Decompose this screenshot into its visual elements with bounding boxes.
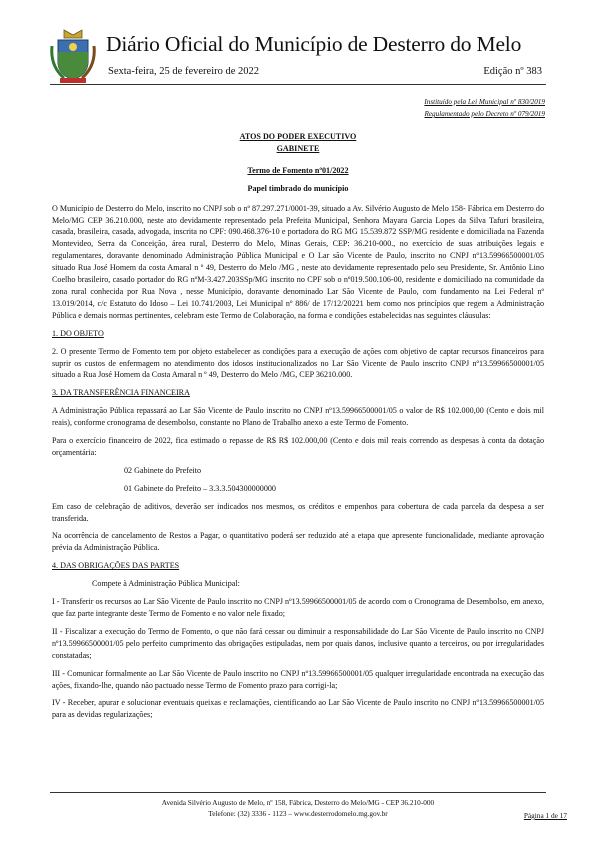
document-body [52,131,544,727]
budget-line-2: 01 Gabinete do Prefeito – 3.3.3.504300000000 [124,483,276,493]
section-1-heading: 1. DO OBJETO [52,328,104,338]
section-3-paragraph-1: A Administração Pública repassará ao Lar São Vicente de Paulo inscrito no CNPJ nº13.59966500001/05 o valor de R$ 102.000,00 (Cento e dois mil reais), conforme cronograma de desembolso, constante no Plano de Trabalho anexo a este Termo de Fomento. [52,406,544,428]
footer-divider [50,792,546,793]
obligation-ii: II - Fiscalizar a execução do Termo de Fomento, o que não fará cessar ou diminuir a responsabilidade do Lar São Vicente de Paulo inscrito no CNPJ nº13.59966500001/05 pelo perfeito cumprimento das obrigações estipuladas, nem por quais danos, inclusive quanto a terceiros, ou por irregularidades constatadas; [52,626,544,660]
publication-date: Sexta-feira, 25 de fevereiro de 2022 [108,66,260,77]
section-3-heading: 3. DA TRANSFERÊNCIA FINANCEIRA [52,388,190,398]
page-number: Página 1 de 17 [523,811,567,820]
section-3-paragraph-2: Para o exercício financeiro de 2022, fica estimado o repasse de R$ R$ 102.000,00 (Cento e dois mil reais correndo as despesas à conta da dotação orçamentária: [52,436,544,457]
footer-address: Avenida Silvério Augusto de Melo, nº 158, Fábrica, Desterro do Melo/MG - CEP 36.210-000 [161,798,435,807]
footer [50,797,546,819]
obligation-iv: IV - Receber, apurar e solucionar eventuais queixas e reclamações, cientificando ao Lar São Vicente de Paulo inscrito no CNPJ nº13.59966500001/05 para as devidas regularizações; [52,698,544,720]
budget-line-1: 02 Gabinete do Prefeito [124,465,202,475]
section-4-heading: 4. DAS OBRIGAÇÕES DAS PARTES [52,561,180,571]
intro-paragraph: O Município de Desterro do Melo, inscrito no CNPJ sob o nº 87.297.271/0001-39, situado a Av. Silvério Augusto de Melo 158- Fábrica em Desterro do Melo/MG CEP 36.210.000, neste ato devidamente representado pela Prefeita Municipal, Senhora Mayara Garcia Lopes da Silva Tafuri brasileira, casada, brasileira, casada, advogada, inscrita no CPF: 090.468.376-10 e portadora do RG MG 15.539.872 SSP/MG residente e domiciliada na Fazenda Montevideo, Serra da Conceição, área rural, Desterro do Melo, Minas Gerais, CEP: 36.210-000., no exercício de suas atribuições legais e regulamentares, doravante denominado Administração Pública Municipal e O Lar são Vicente de Paulo, inscrito no CNPJ nº13.59966500001/05 situado Rua José Homem da costa Amaral n º 49, Desterro do Melo /MG , neste ato devidamente representado pelo seu Presidente, Sr. Antônio Lino Coelho brasileiro, casado portador do RG nºM-3.427.203SSp/MG inscrito no CPF sob o nº019.500.106-00, residente e domiciliado na comunidade da zona rural conhecida por Rua Nova , nesse Município, doravante denominado Lar São Vicente de Paulo, com fundamento na Lei Federal nº 13.019/2014, c/c Estatuto do Idoso – Lei 10.741/2003, Lei Municipal nº 886/ de 17/12/20221 bem como nos princípios que regem a Administração Pública e demais normas pertinentes, celebram este Termo de Colaboração, na forma e condições estabelecidas nas seguintes cláusulas: [52,203,544,320]
section-3-paragraph-4: Na ocorrência de cancelamento de Restos a Pagar, o quantitativo poderá ser reduzido até a etapa que apresente funcionalidade, mediante aprovação prévia da Administração Pública. [52,531,544,553]
section-subtitle: GABINETE [276,143,320,153]
edition-number: Edição nº 383 [483,66,542,77]
section-2-paragraph: 2. O presente Termo de Fomento tem por objeto estabelecer as condições para a execução de ações com objetivo de captar recursos financeiros para suprir os custos de enfermagem no atendimento dos idosos institucionalizados no Lar São Vicente de Paulo inscrito CNPJ nº13.59966500001/05 situado a Rua José Homem da Costa Amaral n º 49, Desterro do Melo /MG, CEP 36210.000. [52,346,544,380]
section-3-paragraph-3: Em caso de celebração de aditivos, deverão ser indicados nos mesmos, os créditos e empenhos para cobertura de cada parcela da despesa a ser transferida. [52,501,544,523]
section-4-intro: Compete à Administração Pública Municipal: [92,579,240,589]
legal-basis [424,96,545,120]
section-title: ATOS DO PODER EXECUTIVO [239,132,357,141]
footer-contact: Telefone: (32) 3336 - 1123 – www.desterrodomelo.mg.gov.br [208,809,388,818]
law-line: Instituído pela Lei Municipal nº 830/2019 [424,98,545,106]
term-title: Termo de Fomento nº01/2022 [247,165,349,175]
header [50,28,546,90]
header-divider [50,84,546,85]
paper-note: Papel timbrado do município [247,183,349,193]
municipal-coat-of-arms-icon [50,28,96,84]
obligation-iii: III - Comunicar formalmente ao Lar São Vicente de Paulo inscrito no CNPJ nº13.59966500001/05 qualquer irregularidade encontrada na execução das ações, fixando-lhe, quando não pactuado nesse Termo de Fomento prazo para corrigi-la; [52,668,544,690]
newspaper-title: Diário Oficial do Município de Desterro do Melo [106,32,522,56]
obligation-i: I - Transferir os recursos ao Lar São Vicente de Paulo inscrito no CNPJ nº13.59966500001/05 de acordo com o Cronograma de Desembolso, em anexo, que faz parte integrante deste Termo de Fomento e no valor nele fixado; [52,597,544,618]
decree-line: Regulamentado pelo Decreto nº 079/2019 [424,110,545,118]
